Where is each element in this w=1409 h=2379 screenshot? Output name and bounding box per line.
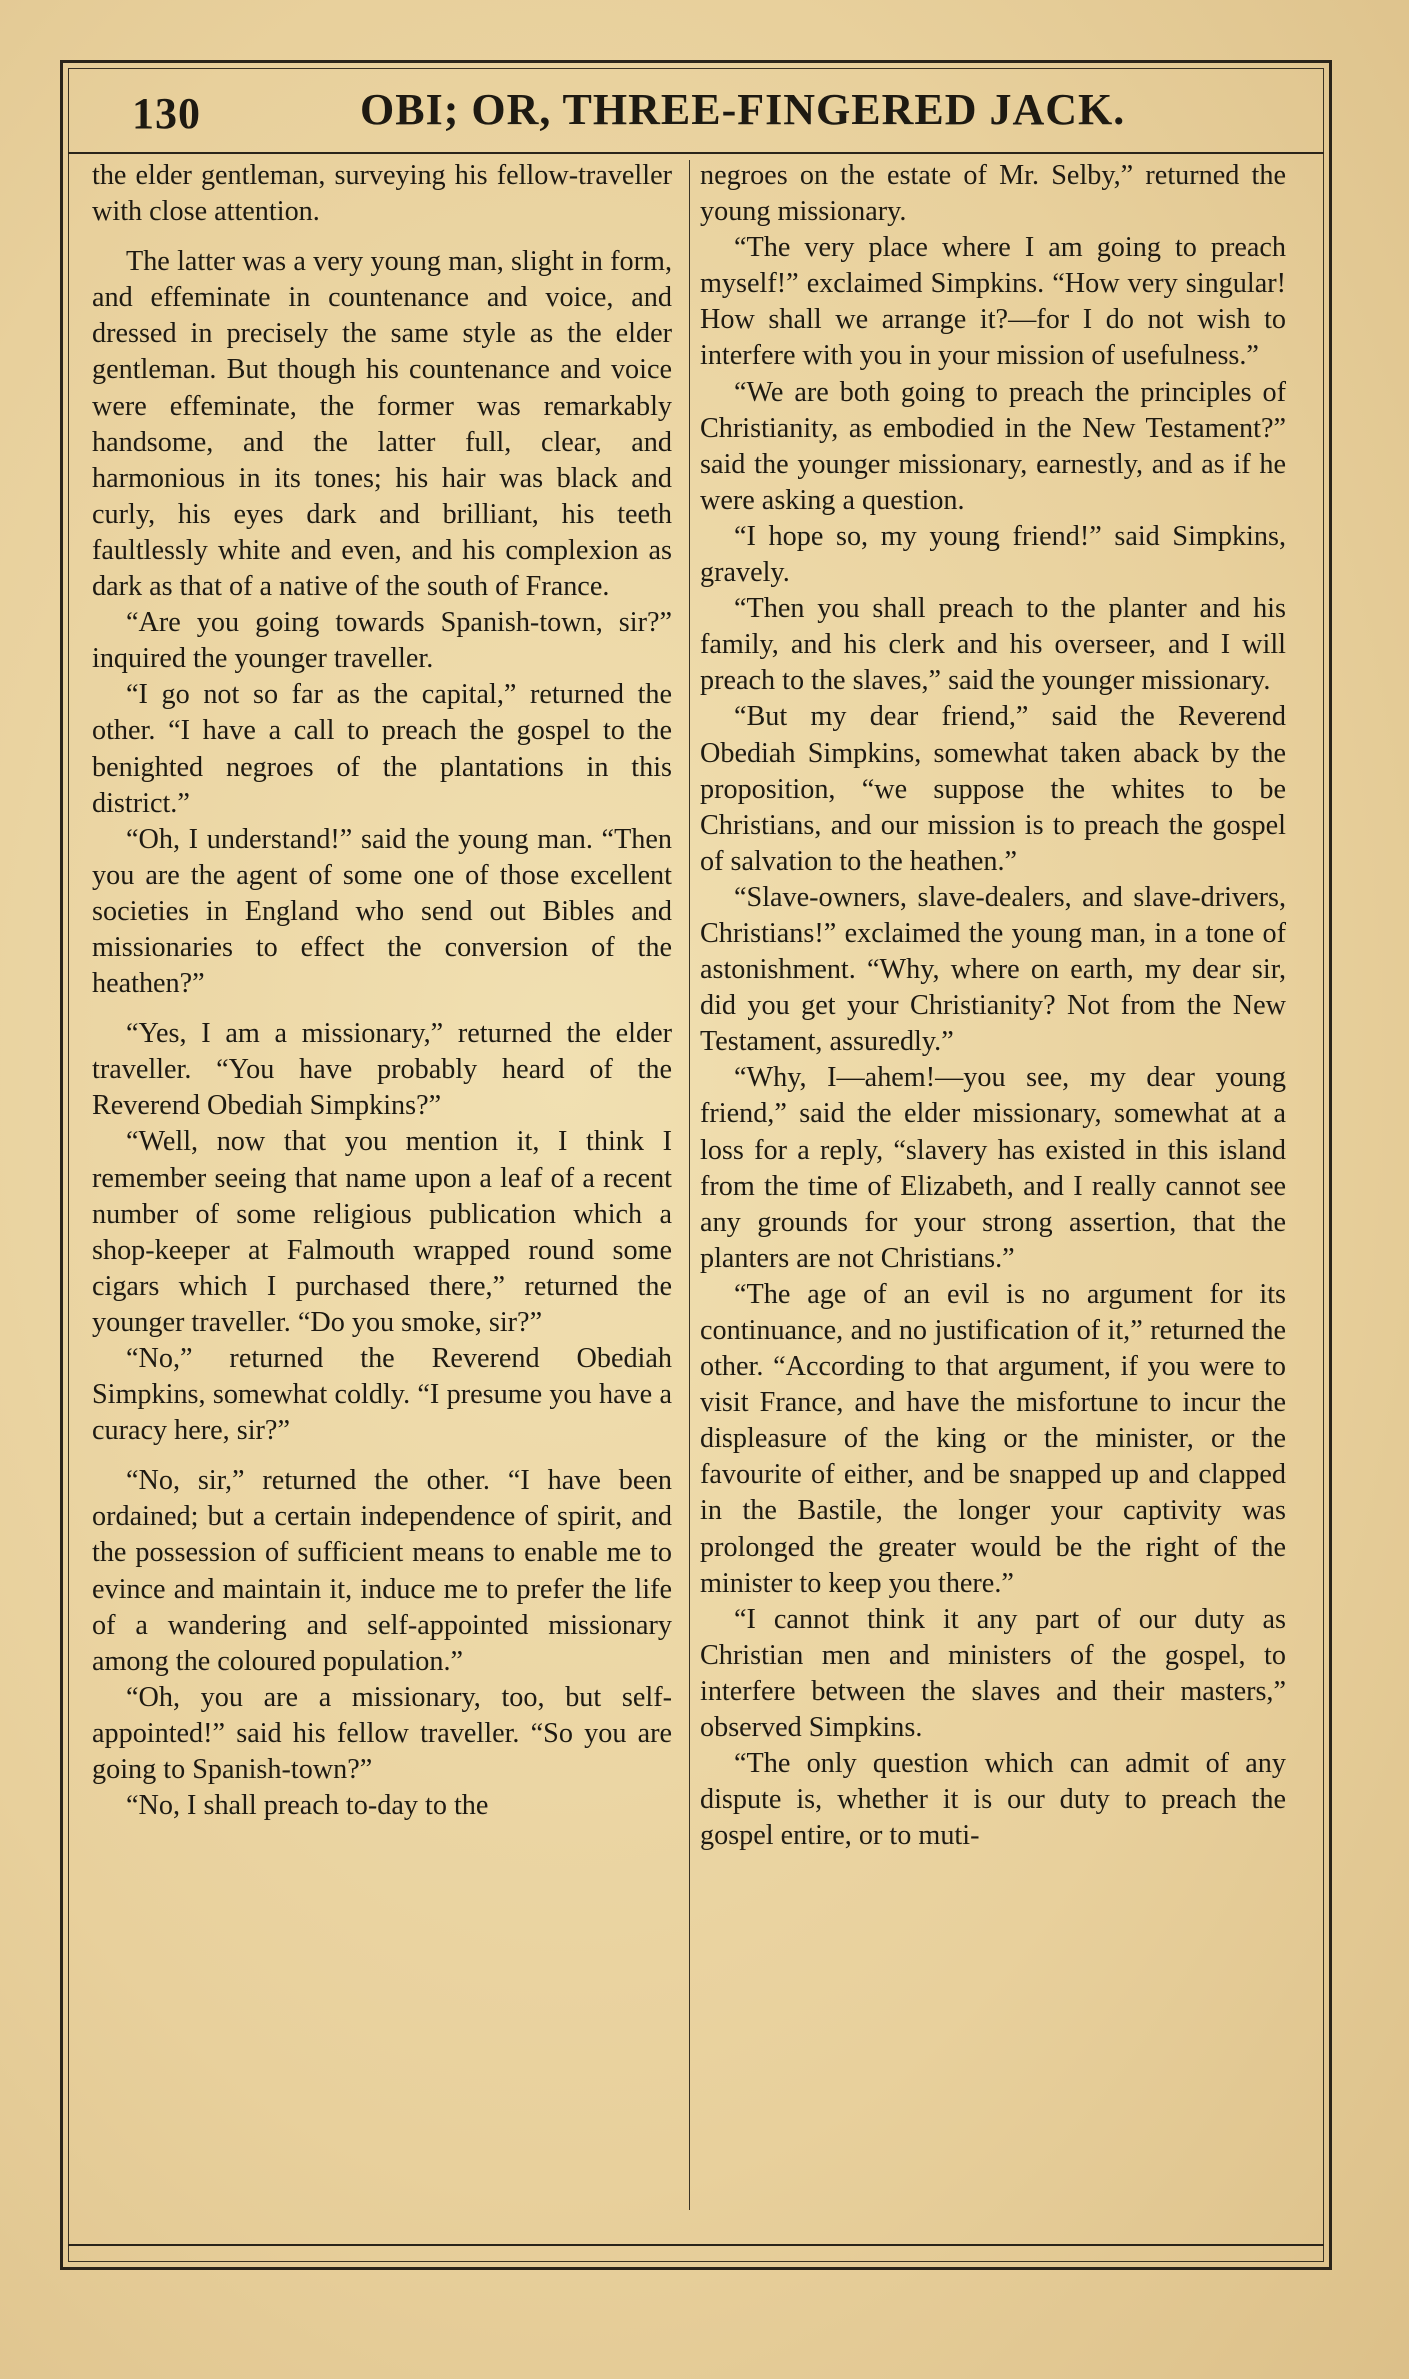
- right-column: [700, 158, 1286, 2218]
- paragraph: The latter was a very young man, slight in form, and effeminate in countenance and voice, and dressed in precisely the same style as the elder gentleman. But though his countenance and voice were effeminate, the former was remarkably handsome, and the latter full, clear, and harmonious in its tones; his hair was black and curly, his eyes dark and brilliant, his teeth faultlessly white and even, and his complexion as dark as that of a native of the south of France.: [92, 246, 672, 603]
- running-title: OBI; OR, THREE-FINGERED JACK.: [360, 85, 1126, 134]
- paragraph: “Are you going towards Spanish-town, sir?” inquired the younger traveller.: [92, 607, 672, 675]
- paragraph: “I go not so far as the capital,” returned the other. “I have a call to preach the gospel to the benighted negroes of the plantations in this district.”: [92, 679, 672, 819]
- paragraph: “Yes, I am a missionary,” returned the elder traveller. “You have probably heard of the Reverend Obediah Simpkins?”: [92, 1018, 672, 1122]
- paragraph: “Why, I—ahem!—you see, my dear young friend,” said the elder missionary, somewhat at a loss for a reply, “slavery has existed in this island from the time of Elizabeth, and I really cannot see any grounds for your strong assertion, that the planters are not Christians.”: [700, 1062, 1286, 1274]
- paragraph: “The age of an evil is no argument for its continuance, and no justification of it,” returned the other. “According to that argument, if you were to visit France, and have the misfortune to incur the displeasure of the king or the minister, or the favourite of either, and be snapped up and clapped in the Bastile, the longer your captivity was prolonged the greater would be the right of the minister to keep you there.”: [700, 1278, 1286, 1599]
- column-divider: [689, 160, 690, 2210]
- paragraph: “But my dear friend,” said the Reverend Obediah Simpkins, somewhat taken aback by the proposition, “we suppose the whites to be Christians, and our mission is to preach the gospel of salvation to the heathen.”: [700, 701, 1286, 877]
- paragraph: “Oh, you are a missionary, too, but self-appointed!” said his fellow traveller. “So you are going to Spanish-town?”: [92, 1681, 672, 1786]
- paragraph: “Oh, I understand!” said the young man. “Then you are the agent of some one of those excellent societies in England who send out Bibles and missionaries to effect the conversion of the heathen?”: [92, 823, 672, 1000]
- paragraph: “The very place where I am going to preach myself!” exclaimed Simpkins. “How very singular! How shall we arrange it?—for I do not wish to interfere with you in your mission of usefulness.”: [700, 232, 1286, 372]
- paragraph: “No,” returned the Reverend Obediah Simpkins, somewhat coldly. “I presume you have a curacy here, sir?”: [92, 1343, 672, 1447]
- paragraph: “Slave-owners, slave-dealers, and slave-drivers, Christians!” exclaimed the young man, in a tone of astonishment. “Why, where on earth, my dear sir, did you get your Christianity? Not from the New Testament, assuredly.”: [700, 881, 1286, 1058]
- paragraph: “No, I shall preach to-day to the: [126, 1790, 489, 1822]
- header-rule: [68, 152, 1324, 154]
- paragraph: “No, sir,” returned the other. “I have been ordained; but a certain independence of spirit, and the possession of sufficient means to enable me to evince and maintain it, induce me to prefer the life of a wandering and self-appointed missionary among the coloured population.”: [92, 1465, 672, 1677]
- paragraph: “Well, now that you mention it, I think I remember seeing that name upon a leaf of a recent number of some religious publication which a shop-keeper at Falmouth wrapped round some cigars which I purchased there,” returned the younger traveller. “Do you smoke, sir?”: [92, 1126, 672, 1338]
- page-number: 130: [132, 89, 201, 138]
- paragraph: negroes on the estate of Mr. Selby,” returned the young missionary.: [700, 160, 1286, 228]
- footer-rule: [68, 2244, 1324, 2246]
- paragraph: the elder gentleman, surveying his fellow-traveller with close attention.: [92, 160, 672, 228]
- paragraph: “The only question which can admit of any dispute is, whether it is our duty to preach the gospel entire, or to muti-: [700, 1748, 1286, 1852]
- paragraph: “I cannot think it any part of our duty as Christian men and ministers of the gospel, to interfere between the slaves and their masters,” observed Simpkins.: [700, 1603, 1286, 1744]
- left-column: [92, 158, 672, 2218]
- paragraph: “Then you shall preach to the planter and his family, and his clerk and his overseer, and I will preach to the slaves,” said the younger missionary.: [700, 593, 1286, 697]
- paragraph: “We are both going to preach the principles of Christianity, as embodied in the New Testament?” said the younger missionary, earnestly, and as if he were asking a question.: [700, 376, 1286, 516]
- paragraph: “I hope so, my young friend!” said Simpkins, gravely.: [700, 520, 1286, 589]
